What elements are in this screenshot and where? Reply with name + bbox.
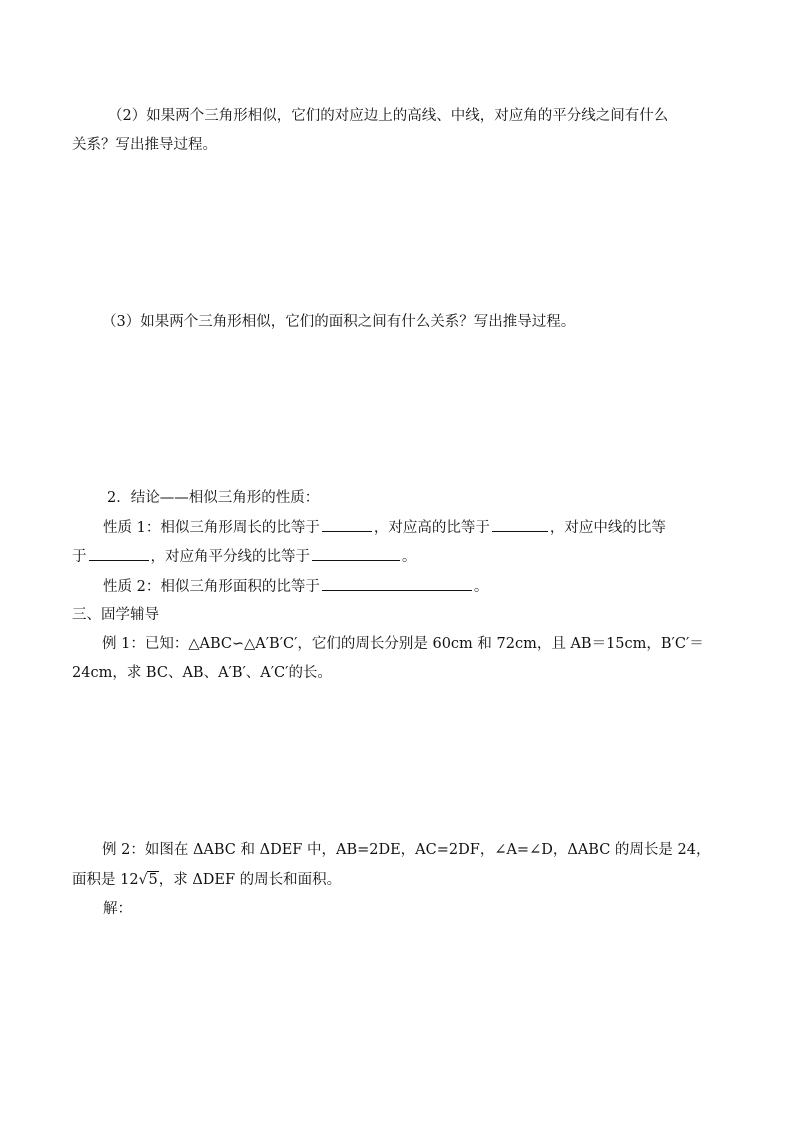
- blank-height-ratio[interactable]: [492, 517, 548, 532]
- example-2-text-a: 面积是 12: [72, 872, 139, 888]
- radicand: 5: [148, 872, 158, 888]
- blank-median-ratio[interactable]: [89, 546, 149, 561]
- property-1-text-a: 性质 1：相似三角形周长的比等于: [103, 520, 320, 536]
- answer-label: 解：: [103, 901, 132, 917]
- property-2-line: [103, 576, 488, 597]
- property-2-text-b: 。: [473, 579, 489, 595]
- blank-area-ratio[interactable]: [322, 576, 472, 591]
- property-1-text-b: ，对应高的比等于: [373, 520, 490, 536]
- property-1-line-1: [103, 517, 666, 538]
- example-2-line-2: [72, 870, 341, 890]
- property-1-text-c: ，对应中线的比等: [549, 520, 666, 536]
- example-2-line-1: 例 2：如图在 ΔABC 和 ΔDEF 中，AB=2DE，AC=2DF，∠A=∠D，ΔABC 的周长是 24，: [102, 842, 711, 858]
- q2-line-1: （2）如果两个三角形相似，它们的对应边上的高线、中线，对应角的平分线之间有什么: [108, 108, 669, 124]
- q3-line-1: （3）如果两个三角形相似，它们的面积之间有什么关系？写出推导过程。: [102, 314, 576, 330]
- conclusion-title: 2．结论——相似三角形的性质：: [107, 490, 320, 506]
- example-1-line-1: 例 1：已知：△ABC∽△A′B′C′，它们的周长分别是 60cm 和 72cm，且 AB＝15cm，B′C′＝: [102, 636, 704, 652]
- property-1-text-d: 于: [72, 549, 87, 565]
- blank-perimeter-ratio[interactable]: [322, 517, 372, 532]
- property-1-line-2: [72, 546, 417, 567]
- section-3-heading: 三、固学辅导: [72, 607, 159, 623]
- radical-sign-icon: √: [138, 872, 148, 888]
- q2-line-2: 关系？写出推导过程。: [72, 137, 217, 153]
- square-root: [139, 870, 159, 890]
- property-2-text-a: 性质 2：相似三角形面积的比等于: [103, 579, 320, 595]
- property-1-text-f: 。: [402, 549, 417, 565]
- blank-bisector-ratio[interactable]: [312, 546, 400, 561]
- example-1-line-2: 24cm，求 BC、AB、A′B′、A′C′的长。: [72, 665, 332, 681]
- property-1-text-e: ，对应角平分线的比等于: [150, 549, 310, 565]
- example-2-text-b: ，求 ΔDEF 的周长和面积。: [158, 872, 342, 888]
